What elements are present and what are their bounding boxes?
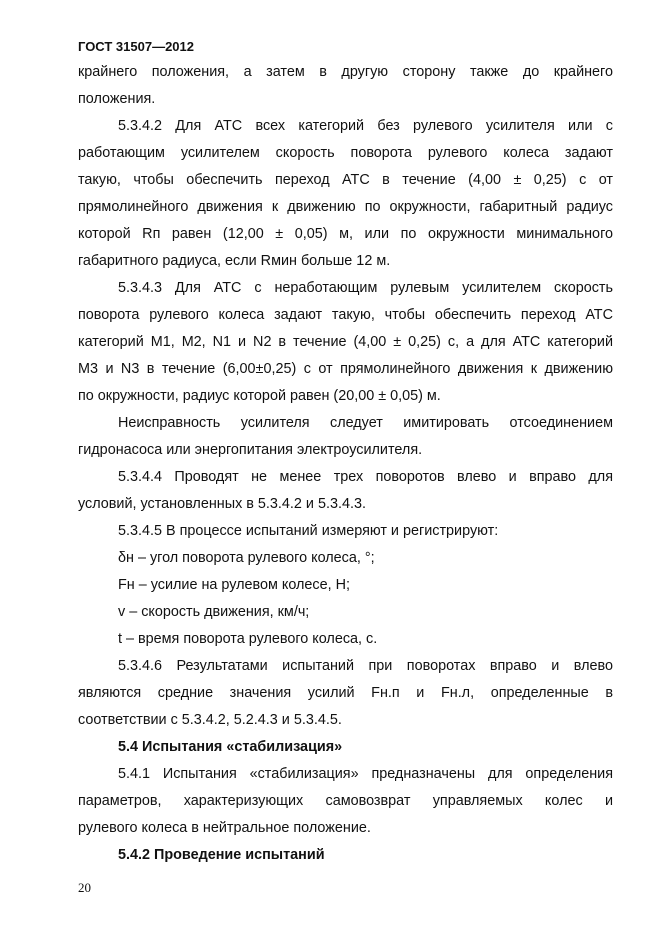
text-line: такую, чтобы обеспечить переход АТС в течение (4,00 ± 0,25) с от — [78, 172, 613, 188]
text-line: 5.3.4.5 В процессе испытаний измеряют и регистрируют: — [118, 523, 499, 539]
text-line: 5.3.4.4 Проводят не менее трех поворотов влево и вправо для — [118, 469, 613, 485]
text-line: прямолинейного движения к движению по окружности, габаритный радиус — [78, 199, 613, 215]
text-line: категорий M1, M2, N1 и N2 в течение (4,00 ± 0,25) с, а для АТС категорий — [78, 334, 613, 350]
text-line: v – скорость движения, км/ч; — [118, 604, 310, 620]
text-line: работающим усилителем скорость поворота рулевого колеса задают — [78, 145, 613, 161]
text-line: положения. — [78, 91, 156, 107]
text-line: параметров, характеризующих самовозврат управляемых колес и — [78, 793, 613, 809]
subsection-heading: 5.4.2 Проведение испытаний — [118, 847, 325, 863]
text-line: 5.3.4.6 Результатами испытаний при поворотах вправо и влево — [118, 658, 613, 674]
text-line: гидронасоса или энергопитания электроусилителя. — [78, 442, 423, 458]
text-line: поворота рулевого колеса задают такую, чтобы обеспечить переход АТС — [78, 307, 613, 323]
text-line: по окружности, радиус которой равен (20,00 ± 0,05) м. — [78, 388, 441, 404]
text-line: рулевого колеса в нейтральное положение. — [78, 820, 371, 836]
text-line: крайнего положения, а затем в другую сторону также до крайнего — [78, 64, 613, 80]
section-heading: 5.4 Испытания «стабилизация» — [118, 739, 343, 755]
text-line: являются средние значения усилий Fн.п и Fн.л, определенные в — [78, 685, 613, 701]
document-header: ГОСТ 31507—2012 — [78, 39, 194, 54]
text-line: Неисправность усилителя следует имитировать отсоединением — [118, 415, 613, 431]
text-line: 5.3.4.3 Для АТС с неработающим рулевым усилителем скорость — [118, 280, 613, 296]
page-number: 20 — [78, 880, 91, 895]
text-line: 5.3.4.2 Для АТС всех категорий без рулевого усилителя или с — [118, 118, 613, 134]
text-line: δн – угол поворота рулевого колеса, °; — [118, 550, 375, 566]
text-line: M3 и N3 в течение (6,00±0,25) с от прямолинейного движения к движению — [78, 361, 613, 377]
text-line: габаритного радиуса, если Rмин больше 12 м. — [78, 253, 391, 269]
text-line: 5.4.1 Испытания «стабилизация» предназначены для определения — [118, 766, 613, 782]
text-line: которой Rп равен (12,00 ± 0,05) м, или по окружности минимального — [78, 226, 613, 242]
text-line: соответствии с 5.3.4.2, 5.2.4.3 и 5.3.4.5. — [78, 712, 342, 728]
text-line: t – время поворота рулевого колеса, с. — [118, 631, 378, 647]
text-line: условий, установленных в 5.3.4.2 и 5.3.4.3. — [78, 496, 366, 512]
text-line: Fн – усилие на рулевом колесе, Н; — [118, 577, 351, 593]
